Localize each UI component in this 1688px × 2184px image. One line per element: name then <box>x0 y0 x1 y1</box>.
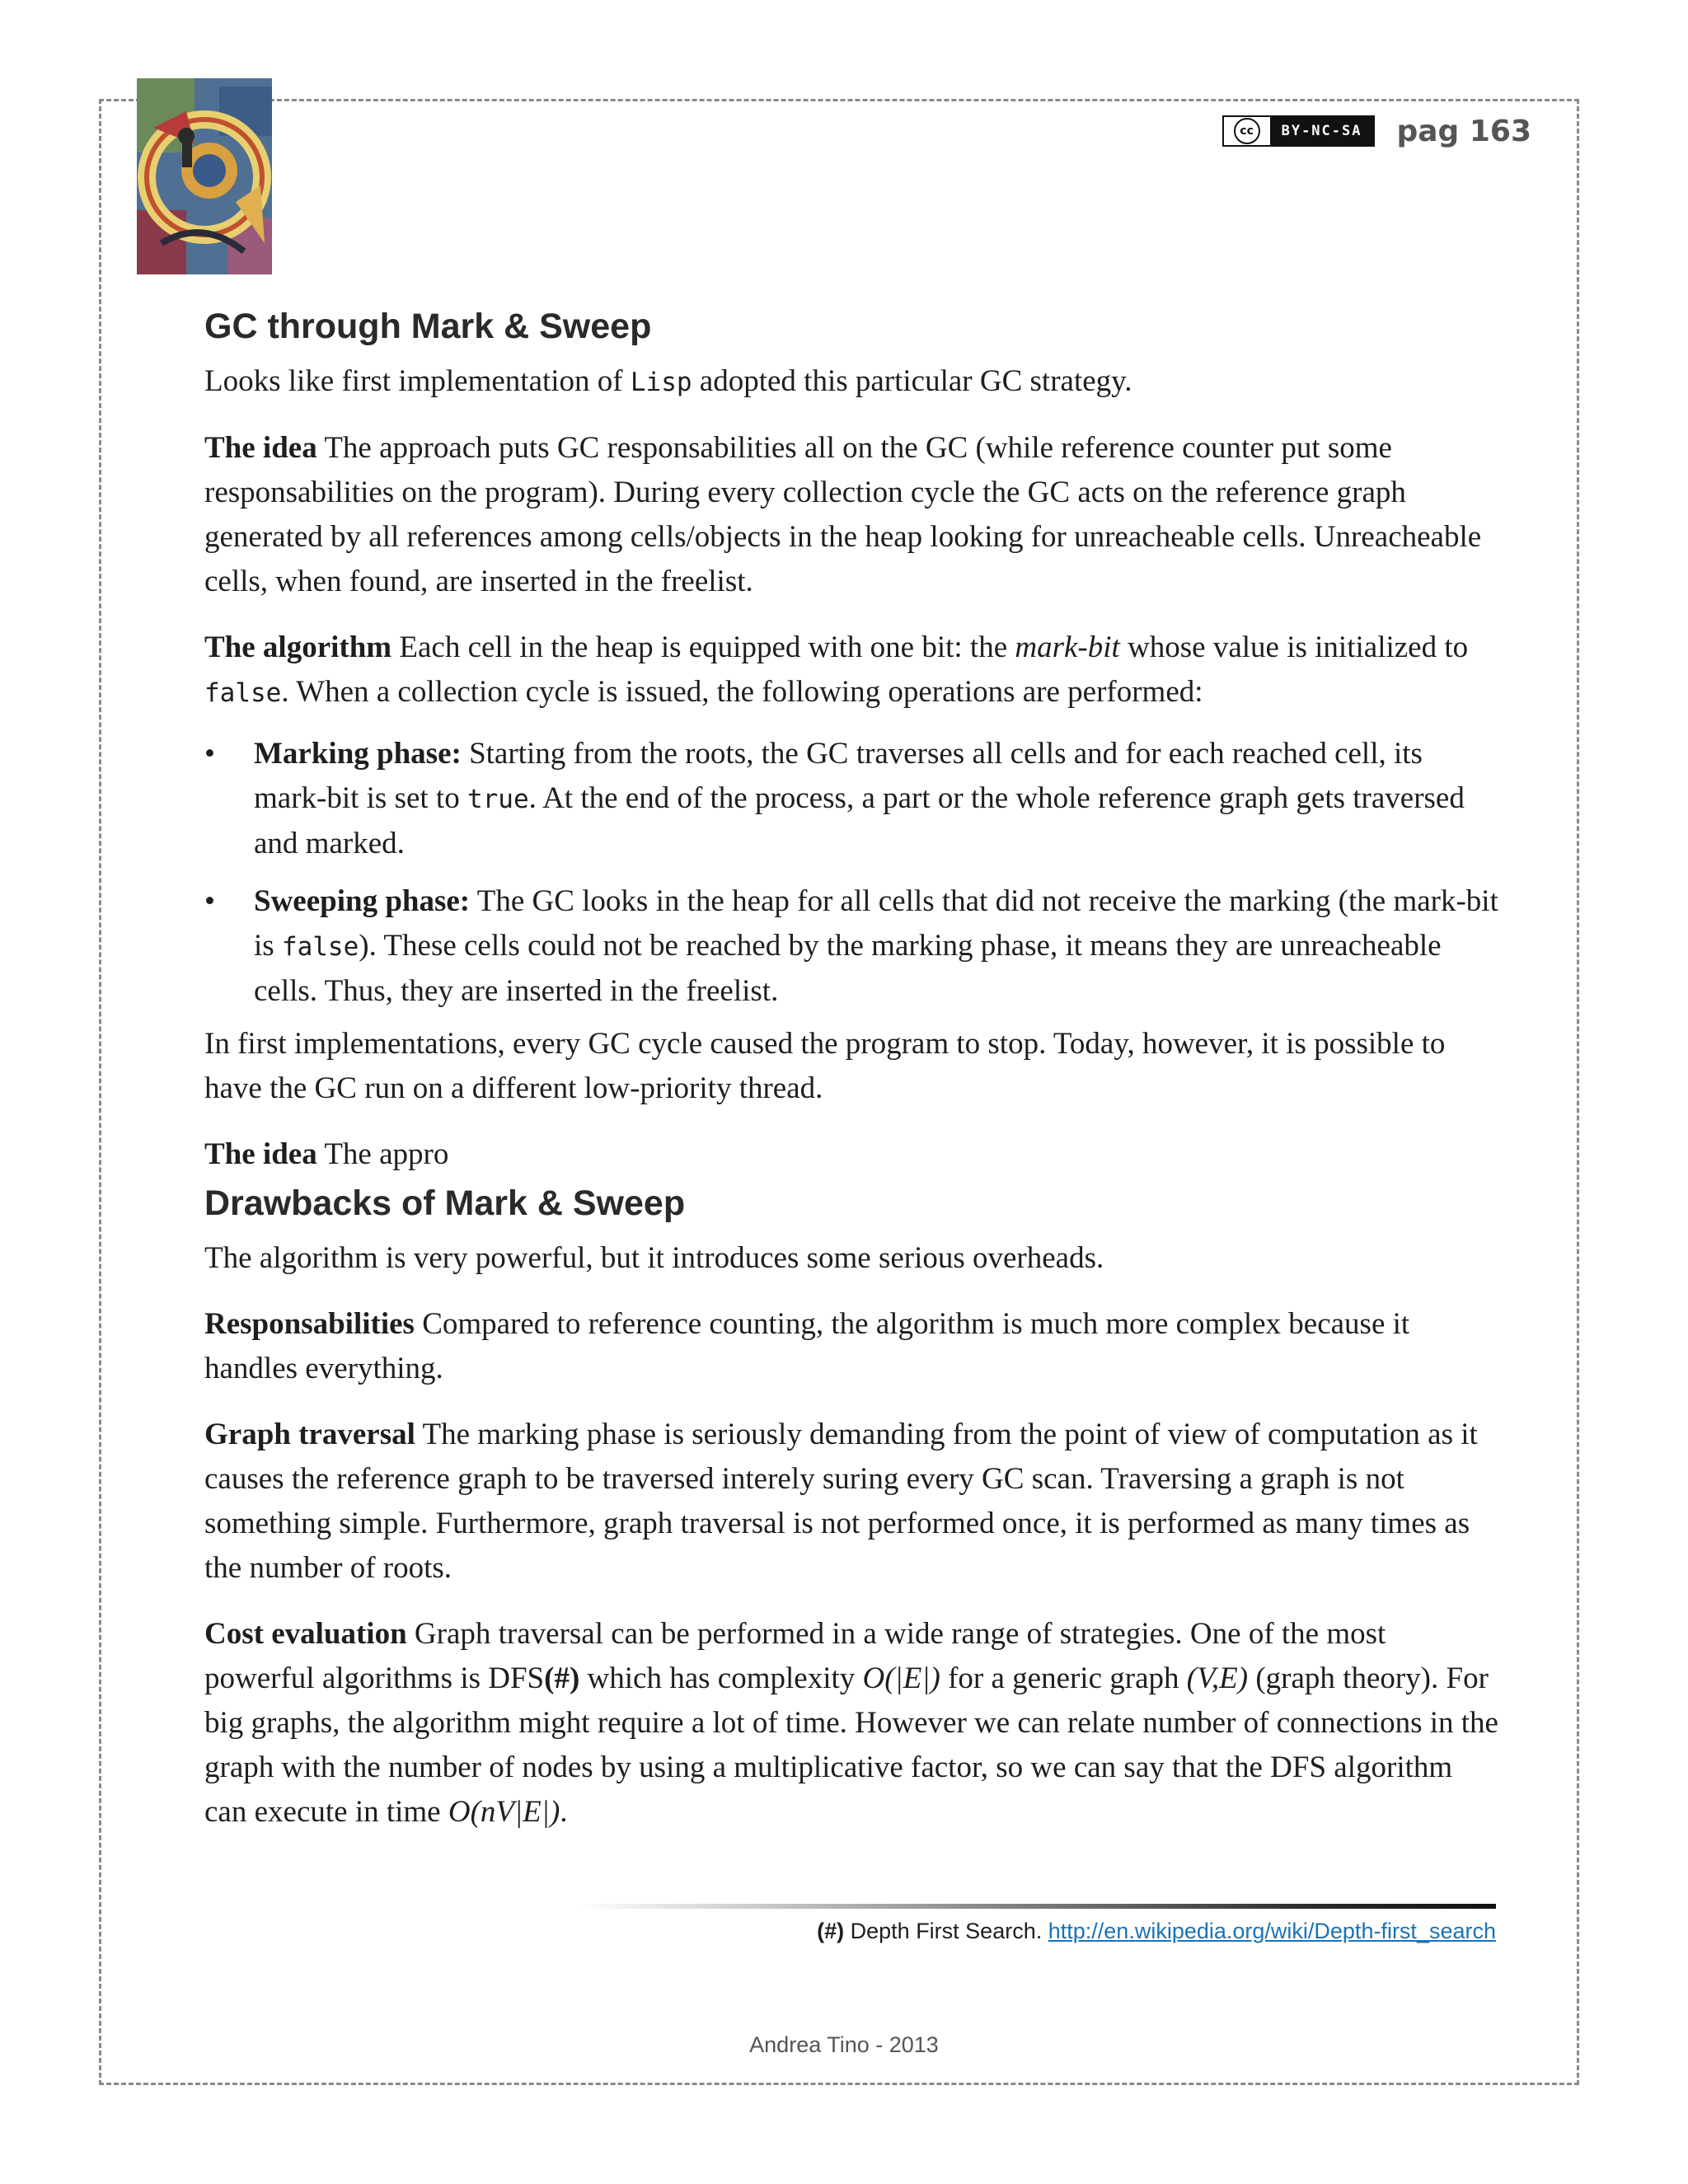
algorithm-paragraph: The algorithm Each cell in the heap is equipped with one bit: the mark-bit whose value is initialized to false. When a collection cycle is issued, the following operations are performed: <box>204 630 1469 709</box>
mark-bit-term: mark-bit <box>1015 630 1120 664</box>
code-false: false <box>204 677 282 708</box>
page-content <box>204 305 1498 1856</box>
book-cover-image <box>137 78 272 274</box>
drawbacks-intro: The algorithm is very powerful, but it introduces some serious overheads. <box>204 1240 1104 1275</box>
math-complexity: O(|E|) <box>862 1661 940 1695</box>
code-lisp: Lisp <box>630 367 692 397</box>
graph-traversal-paragraph: Graph traversal The marking phase is seriously demanding from the point of view of computation as it causes the reference graph to be traversed interely suring every GC scan. Traversing a graph is not something simple. Furthermore, graph traversal is not performed once, it is performed as many times as the number of roots. <box>204 1417 1478 1585</box>
code-true: true <box>467 784 529 814</box>
closing-paragraph: In first implementations, every GC cycle caused the program to stop. Today, however, it is possible to have the GC run on a different low-priority thread. <box>204 1026 1446 1105</box>
sweeping-label: Sweeping phase: <box>254 883 471 918</box>
footnote-ref: (#) <box>544 1661 580 1695</box>
list-item-marking: • Marking phase: Starting from the roots, the GC traverses all cells and for each reached cell, its mark-bit is set to true. At the end of the process, a part or the whole reference graph gets traversed and marked. <box>204 732 1498 866</box>
footnote-marker: (#) <box>817 1919 845 1943</box>
idea-paragraph: The idea The approach puts GC responsabilities all on the GC (while reference counter put some responsabilities on the program). During every collection cycle the GC acts on the reference graph generated by all references among cells/objects in the heap looking for unreacheable cells. Unreacheable cells, when found, are inserted in the freelist. <box>204 430 1482 598</box>
page-footer: Andrea Tino - 2013 <box>749 2032 939 2057</box>
page-number: pag 163 <box>1396 114 1531 148</box>
math-time: O(nV|E|) <box>448 1794 560 1829</box>
footnote-link[interactable]: http://en.wikipedia.org/wiki/Depth-first_search <box>1048 1919 1496 1943</box>
bullet-glyph: • <box>204 736 215 771</box>
math-graph: (V,E) <box>1186 1661 1249 1695</box>
section-title-drawbacks: Drawbacks of Mark & Sweep <box>204 1183 686 1223</box>
idea-label: The idea <box>204 430 317 465</box>
graph-traversal-label: Graph traversal <box>204 1417 415 1451</box>
license-badge <box>1222 115 1376 147</box>
footnote-text: Depth First Search. <box>850 1919 1043 1943</box>
intro-paragraph: Looks like first implementation of Lisp adopted this particular GC strategy. <box>204 363 1132 398</box>
footnote <box>817 1919 1496 1944</box>
license-label: BY-NC-SA <box>1270 117 1374 145</box>
section-title-mark-sweep: GC through Mark & Sweep <box>204 307 652 346</box>
algorithm-label: The algorithm <box>204 630 392 664</box>
fragment-label: The idea <box>204 1137 317 1171</box>
phase-list <box>204 732 1498 1014</box>
code-false: false <box>281 931 359 962</box>
bullet-glyph: • <box>204 883 215 918</box>
responsabilities-paragraph: Responsabilities Compared to reference counting, the algorithm is much more complex because it handles everything. <box>204 1306 1410 1385</box>
marking-label: Marking phase: <box>254 736 462 771</box>
cc-icon: cc <box>1224 117 1270 145</box>
cost-evaluation-paragraph: Cost evaluation Graph traversal can be performed in a wide range of strategies. One of the most powerful algorithms is DFS(#) which has complexity O(|E|) for a generic graph (V,E) (graph theory). For big graphs, the algorithm might require a lot of time. However we can relate number of connections in the graph with the number of nodes by using a multiplicative factor, so we can say that the DFS algorithm can execute in time O(nV|E|). <box>204 1616 1498 1829</box>
fragment-paragraph: The idea The appro <box>204 1137 449 1171</box>
page-header <box>1222 115 1531 148</box>
list-item-sweeping: • Sweeping phase: The GC looks in the heap for all cells that did not receive the marking (the mark-bit is false). These cells could not be reached by the marking phase, it means they are unreacheable cells. Thus, they are inserted in the freelist. <box>204 879 1498 1014</box>
responsabilities-label: Responsabilities <box>204 1306 415 1341</box>
cost-evaluation-label: Cost evaluation <box>204 1616 407 1651</box>
footnote-divider <box>577 1904 1496 1909</box>
